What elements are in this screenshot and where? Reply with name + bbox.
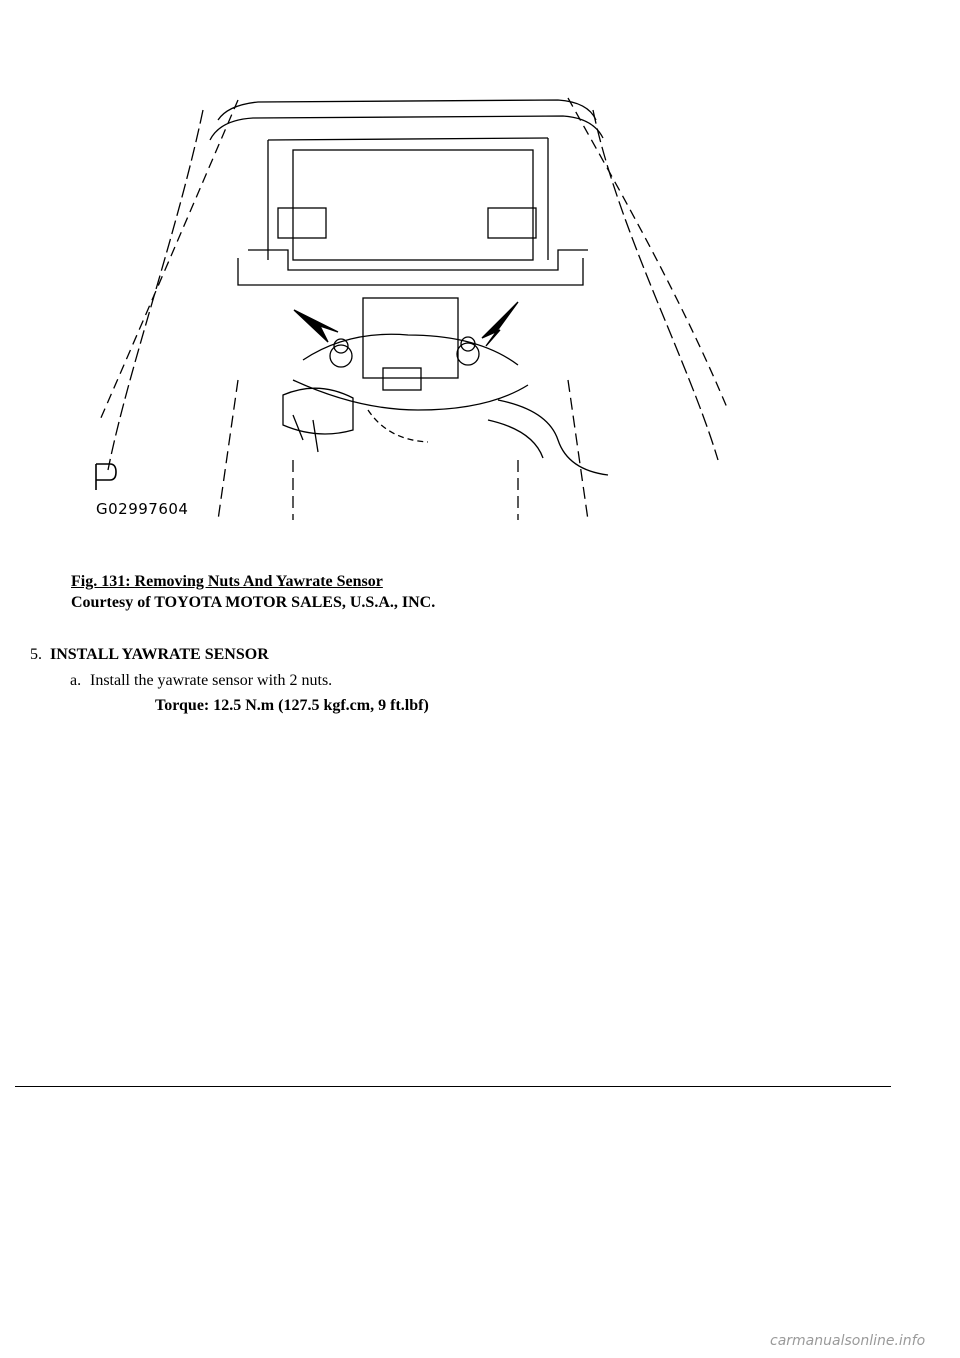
figure-code-label: G02997604 bbox=[96, 500, 189, 518]
substep-letter: a. bbox=[70, 672, 82, 689]
figure-courtesy: Courtesy of TOYOTA MOTOR SALES, U.S.A., INC. bbox=[71, 594, 436, 611]
torque-spec: Torque: 12.5 N.m (127.5 kgf.cm, 9 ft.lbf) bbox=[155, 697, 429, 714]
site-watermark: carmanualsonline.info bbox=[770, 1333, 926, 1349]
substep-text: Install the yawrate sensor with 2 nuts. bbox=[90, 672, 333, 689]
step-number: 5. bbox=[30, 646, 42, 663]
step-title: INSTALL YAWRATE SENSOR bbox=[50, 646, 269, 663]
page-divider bbox=[15, 1086, 891, 1087]
figure-caption-link[interactable]: Fig. 131: Removing Nuts And Yawrate Sensor bbox=[71, 573, 383, 590]
yawrate-sensor-illustration bbox=[88, 80, 738, 520]
